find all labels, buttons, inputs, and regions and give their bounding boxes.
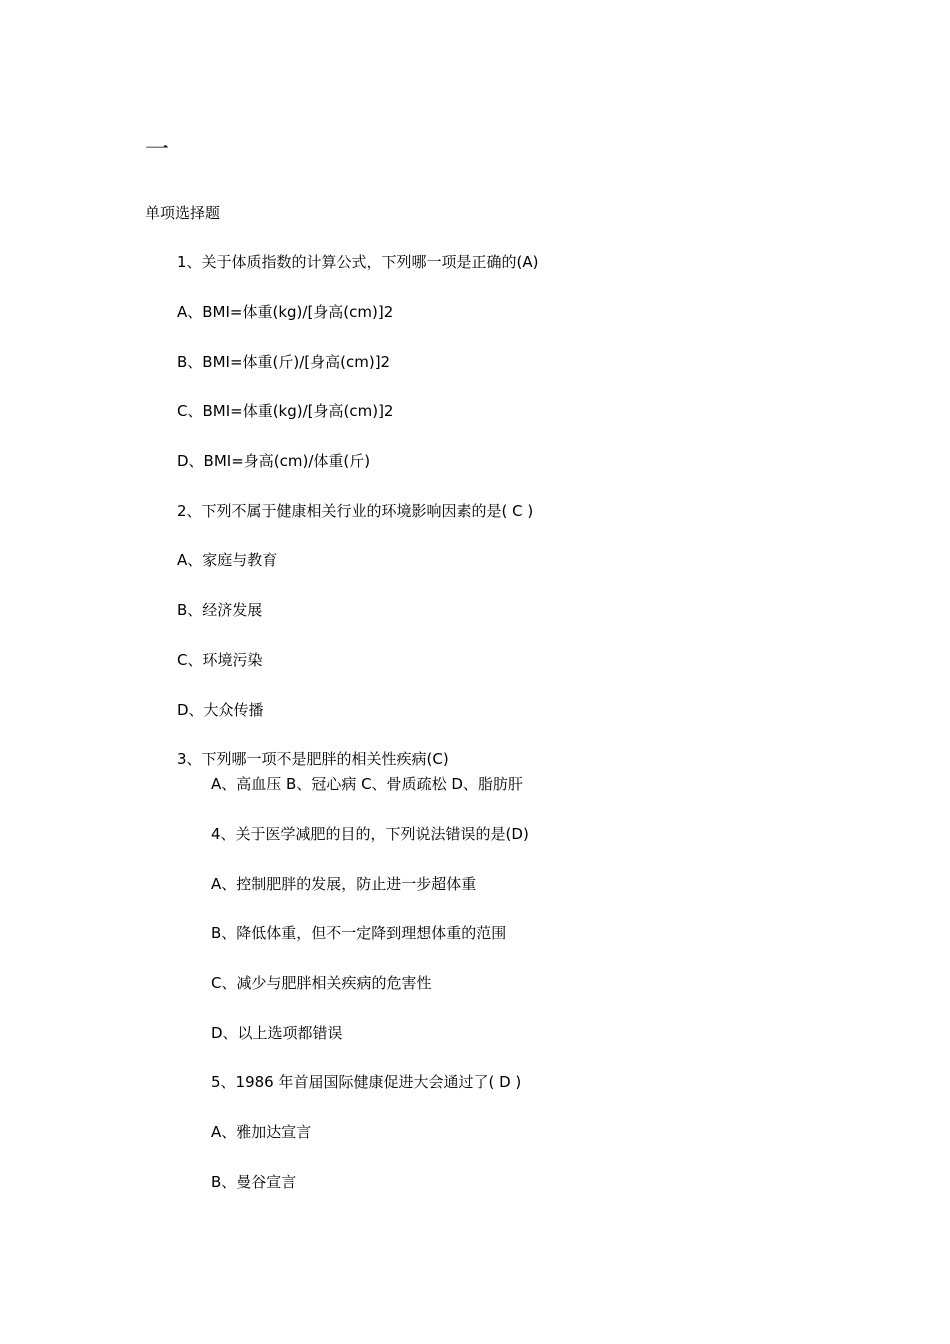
q5-option-a: A、雅加达宣言 xyxy=(211,1123,312,1141)
q1-option-c: C、BMI=体重(kg)/[身高(cm)]2 xyxy=(177,402,394,420)
q5-option-b: B、曼谷宣言 xyxy=(211,1173,297,1191)
section-title: 单项选择题 xyxy=(145,204,221,222)
question-3: 3、下列哪一项不是肥胖的相关性疾病(C) xyxy=(177,750,449,768)
document-heading: 一 xyxy=(145,135,169,163)
q3-options: A、高血压 B、冠心病 C、骨质疏松 D、脂肪肝 xyxy=(211,775,523,793)
question-1: 1、关于体质指数的计算公式，下列哪一项是正确的(A) xyxy=(177,253,539,271)
q4-option-a: A、控制肥胖的发展，防止进一步超体重 xyxy=(211,875,477,893)
question-4: 4、关于医学减肥的目的，下列说法错误的是(D) xyxy=(211,825,529,843)
q2-option-c: C、环境污染 xyxy=(177,651,263,669)
q2-option-b: B、经济发展 xyxy=(177,601,263,619)
question-2: 2、下列不属于健康相关行业的环境影响因素的是( C ) xyxy=(177,502,534,520)
q4-option-c: C、减少与肥胖相关疾病的危害性 xyxy=(211,974,432,992)
q4-option-d: D、以上选项都错误 xyxy=(211,1024,343,1042)
q1-option-b: B、BMI=体重(斤)/[身高(cm)]2 xyxy=(177,353,391,371)
q1-option-a: A、BMI=体重(kg)/[身高(cm)]2 xyxy=(177,303,394,321)
question-5: 5、1986 年首届国际健康促进大会通过了( D ) xyxy=(211,1073,522,1091)
q2-option-d: D、大众传播 xyxy=(177,701,264,719)
q2-option-a: A、家庭与教育 xyxy=(177,551,278,569)
q4-option-b: B、降低体重，但不一定降到理想体重的范围 xyxy=(211,924,507,942)
q1-option-d: D、BMI=身高(cm)/体重(斤) xyxy=(177,452,371,470)
